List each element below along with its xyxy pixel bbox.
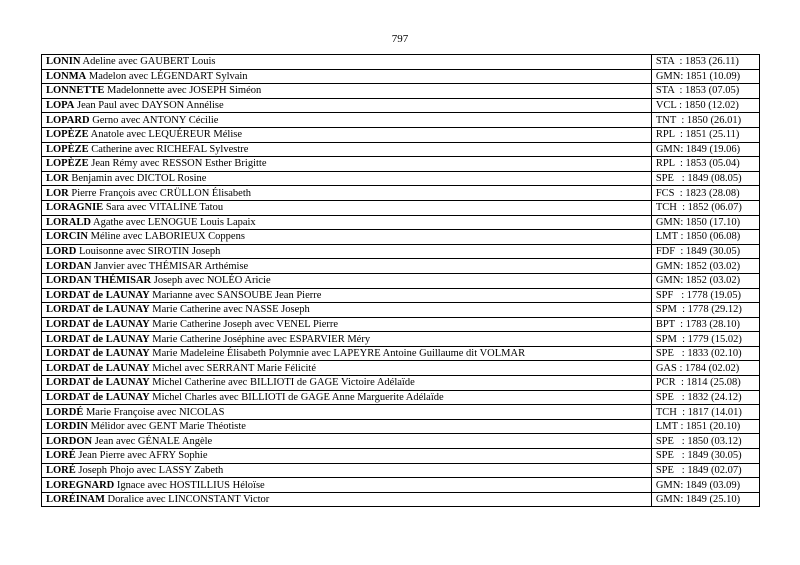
marriage-entry-cell: [42, 361, 652, 376]
surname: LOPÈZE: [46, 129, 89, 141]
parish-date-cell: SPF : 1778 (19.05): [651, 288, 759, 303]
entry-details: Ignace avec HOSTILLIUS Héloïse: [114, 479, 265, 491]
entry-details: Joseph Phojo avec LASSY Zabeth: [75, 464, 224, 476]
marriage-entry-cell: [42, 405, 652, 420]
table-row: [42, 303, 760, 318]
surname: LORDON: [46, 435, 93, 447]
entry-details: Anatole avec LEQUÉREUR Mélise: [88, 129, 242, 141]
marriage-entry-cell: [42, 200, 652, 215]
marriage-entry-cell: [42, 419, 652, 434]
surname: LORDAT de LAUNAY: [46, 318, 150, 330]
surname: LORDAT de LAUNAY: [46, 362, 150, 374]
surname: LORDAT de LAUNAY: [46, 348, 150, 360]
table-row: [42, 434, 760, 449]
surname: LOR: [46, 187, 69, 199]
table-row: [42, 288, 760, 303]
surname: LOREGNARD: [46, 479, 115, 491]
marriage-entry-cell: [42, 390, 652, 405]
table-row: [42, 200, 760, 215]
surname: LORDAT de LAUNAY: [46, 304, 150, 316]
parish-date-cell: GMN: 1849 (25.10): [651, 492, 759, 507]
surname: LOPÈZE: [46, 158, 89, 170]
parish-date-cell: SPM : 1779 (15.02): [651, 332, 759, 347]
surname: LORDAT de LAUNAY: [46, 333, 150, 345]
surname: LORDAT de LAUNAY: [46, 377, 150, 389]
parish-date-cell: FCS : 1823 (28.08): [651, 186, 759, 201]
table-row: [42, 69, 760, 84]
surname: LONIN: [46, 56, 81, 68]
marriage-entry-cell: [42, 98, 652, 113]
parish-date-cell: RPL : 1853 (05.04): [651, 157, 759, 172]
table-row: [42, 390, 760, 405]
surname: LORÉINAM: [46, 494, 105, 506]
entry-details: Janvier avec THÉMISAR Arthémise: [91, 260, 249, 272]
marriage-entry-cell: [42, 478, 652, 493]
marriage-entry-cell: [42, 492, 652, 507]
surname: LONMA: [46, 70, 87, 82]
entry-details: Méline avec LABORIEUX Coppens: [88, 231, 245, 243]
page-number: 797: [391, 33, 409, 45]
marriage-entry-cell: [42, 113, 652, 128]
surname: LORAGNIE: [46, 202, 104, 214]
entry-details: Madelon avec LÉGENDART Sylvain: [86, 70, 248, 82]
entry-details: Catherine avec RICHEFAL Sylvestre: [88, 143, 249, 155]
table-row: [42, 273, 760, 288]
marriage-entry-cell: [42, 259, 652, 274]
parish-date-cell: SPE : 1849 (30.05): [651, 449, 759, 464]
surname: LORDAN THÉMISAR: [46, 275, 152, 287]
surname: LOPA: [46, 100, 75, 112]
marriage-entry-cell: [42, 303, 652, 318]
parish-date-cell: VCL : 1850 (12.02): [651, 98, 759, 113]
parish-date-cell: BPT : 1783 (28.10): [651, 317, 759, 332]
parish-date-cell: GMN: 1849 (03.09): [651, 478, 759, 493]
marriage-entry-cell: [42, 55, 652, 70]
parish-date-cell: SPE : 1849 (02.07): [651, 463, 759, 478]
parish-date-cell: LMT : 1850 (06.08): [651, 230, 759, 245]
table-row: [42, 244, 760, 259]
parish-date-cell: SPE : 1832 (24.12): [651, 390, 759, 405]
table-row: [42, 376, 760, 391]
entry-details: Jean Paul avec DAYSON Annélise: [74, 100, 224, 112]
marriage-entry-cell: [42, 84, 652, 99]
table-row: [42, 478, 760, 493]
table-row: [42, 98, 760, 113]
parish-date-cell: TNT : 1850 (26.01): [651, 113, 759, 128]
table-row: [42, 492, 760, 507]
surname: LORALD: [46, 216, 91, 228]
parish-date-cell: TCH : 1817 (14.01): [651, 405, 759, 420]
surname: LORDAT de LAUNAY: [46, 391, 150, 403]
surname: LORDÉ: [46, 406, 84, 418]
surname: LORCIN: [46, 231, 89, 243]
parish-date-cell: STA : 1853 (07.05): [651, 84, 759, 99]
table-row: [42, 142, 760, 157]
table-row: [42, 84, 760, 99]
parish-date-cell: SPE : 1849 (08.05): [651, 171, 759, 186]
parish-date-cell: GMN: 1852 (03.02): [651, 259, 759, 274]
entry-details: Mélidor avec GENT Marie Théotiste: [88, 421, 246, 433]
table-row: [42, 230, 760, 245]
entry-details: Marie Françoise avec NICOLAS: [83, 406, 225, 418]
entry-details: Doralice avec LINCONSTANT Victor: [104, 494, 270, 506]
entry-details: Adeline avec GAUBERT Louis: [80, 56, 216, 68]
parish-date-cell: GAS : 1784 (02.02): [651, 361, 759, 376]
parish-date-cell: GMN: 1851 (10.09): [651, 69, 759, 84]
entry-details: Agathe avec LENOGUE Louis Lapaix: [90, 216, 256, 228]
entry-details: Marie Madeleine Élisabeth Polymnie avec LAPEYRE Antoine Guillaume dit VOLMAR: [149, 348, 526, 360]
entry-details: Jean avec GÉNALE Angèle: [92, 435, 213, 447]
surname: LORDAT de LAUNAY: [46, 289, 150, 301]
marriage-entry-cell: [42, 244, 652, 259]
surname: LOR: [46, 173, 69, 185]
marriage-entry-cell: [42, 186, 652, 201]
table-row: [42, 419, 760, 434]
entry-details: Sara avec VITALINE Tatou: [103, 202, 224, 214]
parish-date-cell: SPE : 1833 (02.10): [651, 346, 759, 361]
table-row: [42, 317, 760, 332]
marriage-entry-cell: [42, 288, 652, 303]
entry-details: Michel avec SERRANT Marie Félicité: [149, 362, 316, 374]
surname: LOPÈZE: [46, 143, 89, 155]
marriage-entry-cell: [42, 346, 652, 361]
table-row: [42, 127, 760, 142]
marriage-entry-cell: [42, 215, 652, 230]
table-row: [42, 113, 760, 128]
entry-details: Michel Charles avec BILLIOTI de GAGE Anne Marguerite Adélaïde: [149, 391, 444, 403]
entry-details: Gerno avec ANTONY Cécilie: [89, 114, 219, 126]
parish-date-cell: TCH : 1852 (06.07): [651, 200, 759, 215]
parish-date-cell: PCR : 1814 (25.08): [651, 376, 759, 391]
marriage-registry-table: [41, 54, 760, 507]
table-row: [42, 259, 760, 274]
table-row: [42, 332, 760, 347]
entry-details: Marianne avec SANSOUBE Jean Pierre: [149, 289, 322, 301]
entry-details: Marie Catherine Joséphine avec ESPARVIER Méry: [149, 333, 371, 345]
entry-details: Jean Rémy avec RESSON Esther Brigitte: [88, 158, 267, 170]
surname: LONNETTE: [46, 85, 105, 97]
table-row: [42, 405, 760, 420]
table-row: [42, 346, 760, 361]
entry-details: Louisonne avec SIROTIN Joseph: [76, 246, 221, 258]
marriage-entry-cell: [42, 142, 652, 157]
marriage-entry-cell: [42, 376, 652, 391]
table-row: [42, 186, 760, 201]
marriage-entry-cell: [42, 69, 652, 84]
surname: LORÉ: [46, 464, 76, 476]
marriage-entry-cell: [42, 317, 652, 332]
entry-details: Pierre François avec CRÜLLON Élisabeth: [68, 187, 252, 199]
table-row: [42, 449, 760, 464]
entry-details: Marie Catherine avec NASSE Joseph: [149, 304, 310, 316]
marriage-entry-cell: [42, 127, 652, 142]
surname: LOPARD: [46, 114, 90, 126]
table-row: [42, 55, 760, 70]
table-row: [42, 171, 760, 186]
entry-details: Madelonnette avec JOSEPH Siméon: [104, 85, 262, 97]
parish-date-cell: GMN: 1849 (19.06): [651, 142, 759, 157]
registry-body: [42, 55, 760, 507]
surname: LORDAN: [46, 260, 92, 272]
marriage-entry-cell: [42, 171, 652, 186]
table-row: [42, 463, 760, 478]
surname: LORDIN: [46, 421, 89, 433]
parish-date-cell: FDF : 1849 (30.05): [651, 244, 759, 259]
marriage-entry-cell: [42, 463, 652, 478]
parish-date-cell: GMN: 1852 (03.02): [651, 273, 759, 288]
entry-details: Benjamin avec DICTOL Rosine: [68, 173, 207, 185]
table-row: [42, 361, 760, 376]
marriage-entry-cell: [42, 434, 652, 449]
parish-date-cell: LMT : 1851 (20.10): [651, 419, 759, 434]
surname: LORÉ: [46, 450, 76, 462]
marriage-entry-cell: [42, 230, 652, 245]
entry-details: Joseph avec NOLÉO Aricie: [151, 275, 271, 287]
table-row: [42, 157, 760, 172]
entry-details: Michel Catherine avec BILLIOTI de GAGE Victoire Adélaïde: [149, 377, 415, 389]
parish-date-cell: GMN: 1850 (17.10): [651, 215, 759, 230]
marriage-entry-cell: [42, 157, 652, 172]
entry-details: Marie Catherine Joseph avec VENEL Pierre: [149, 318, 339, 330]
marriage-entry-cell: [42, 449, 652, 464]
parish-date-cell: STA : 1853 (26.11): [651, 55, 759, 70]
parish-date-cell: RPL : 1851 (25.11): [651, 127, 759, 142]
marriage-entry-cell: [42, 273, 652, 288]
surname: LORD: [46, 246, 77, 258]
parish-date-cell: SPE : 1850 (03.12): [651, 434, 759, 449]
entry-details: Jean Pierre avec AFRY Sophie: [75, 450, 208, 462]
table-row: [42, 215, 760, 230]
parish-date-cell: SPM : 1778 (29.12): [651, 303, 759, 318]
marriage-entry-cell: [42, 332, 652, 347]
